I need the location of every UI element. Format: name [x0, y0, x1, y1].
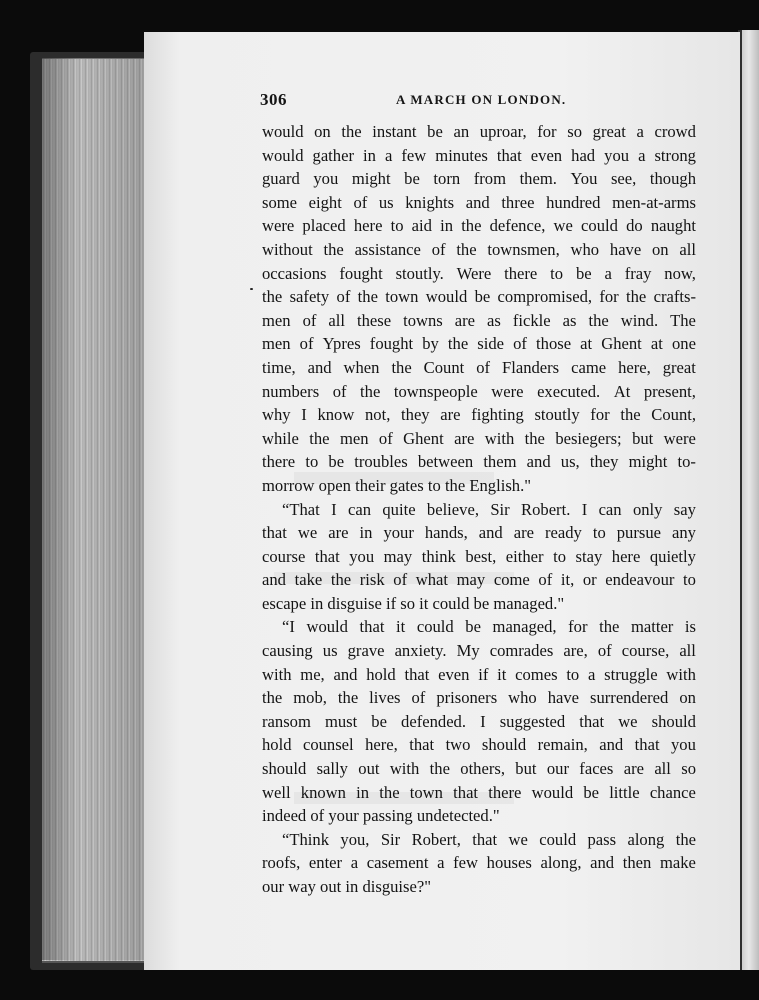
text-line: the mob, the lives of prisoners who have surrendered on — [262, 688, 696, 708]
text-line: our way out in disguise?" — [262, 877, 432, 896]
text-line: causing us grave anxiety. My comrades are, of course, all — [262, 641, 696, 661]
text-line: with me, and hold that even if it comes to a struggle with — [262, 664, 696, 684]
text-line: and take the risk of what may come of it, or endeavour to — [262, 570, 696, 590]
text-line: occasions fought stoutly. Were there to be a fray now, — [262, 263, 696, 283]
text-line: why I know not, they are fighting stoutly for the Count, — [262, 405, 696, 425]
text-line: without the assistance of the townsmen, who have on all — [262, 239, 696, 259]
text-line: that we are in your hands, and are ready to pursue any — [262, 523, 696, 543]
text-line: men of all these towns are as fickle as the wind. The — [262, 310, 696, 330]
ink-speck — [250, 288, 253, 290]
page-edges-shadow — [42, 58, 146, 960]
page-number: 306 — [260, 90, 287, 109]
text-line: “That I can quite believe, Sir Robert. I can only say — [282, 499, 696, 519]
text-line: ransom must be defended. I suggested that we should — [262, 711, 696, 731]
text-line: hold counsel here, that two should remain, and that you — [262, 735, 696, 755]
text-line: escape in disguise if so it could be managed." — [262, 593, 565, 613]
text-line: morrow open their gates to the English." — [262, 475, 531, 495]
text-line: numbers of the townspeople were executed. At present, — [262, 381, 696, 401]
text-line: while the men of Ghent are with the besiegers; but were — [262, 428, 696, 448]
text-line: some eight of us knights and three hundred men-at-arms — [262, 192, 696, 212]
text-line: should sally out with the others, but our faces are all so — [262, 759, 696, 779]
text-line: men of Ypres fought by the side of those at Ghent at one — [262, 334, 696, 354]
facing-page-edge — [742, 30, 759, 970]
text-line: would gather in a few minutes that even had you a strong — [262, 145, 696, 165]
text-line: course that you may think best, either to stay here quietly — [262, 546, 696, 566]
text-line: roofs, enter a casement a few houses along, and then make — [262, 853, 696, 873]
running-head: A MARCH ON LONDON. — [396, 92, 567, 107]
body-text — [262, 120, 696, 899]
text-line: guard you might be torn from them. You see, though — [262, 169, 696, 189]
text-line: would on the instant be an uproar, for so great a crowd — [262, 122, 696, 141]
text-line: were placed here to aid in the defence, we could do naught — [262, 216, 696, 236]
text-line: there to be troubles between them and us, they might to- — [262, 452, 696, 472]
text-line: “I would that it could be managed, for the matter is — [282, 617, 696, 637]
page-header — [260, 90, 567, 112]
book-page — [144, 32, 740, 970]
text-line: indeed of your passing undetected." — [262, 806, 500, 826]
text-line: “Think you, Sir Robert, that we could pass along the — [282, 829, 696, 849]
text-line: the safety of the town would be compromised, for the crafts- — [262, 287, 696, 307]
text-line: well known in the town that there would be little chance — [262, 782, 696, 802]
text-line: time, and when the Count of Flanders came here, great — [262, 357, 696, 377]
